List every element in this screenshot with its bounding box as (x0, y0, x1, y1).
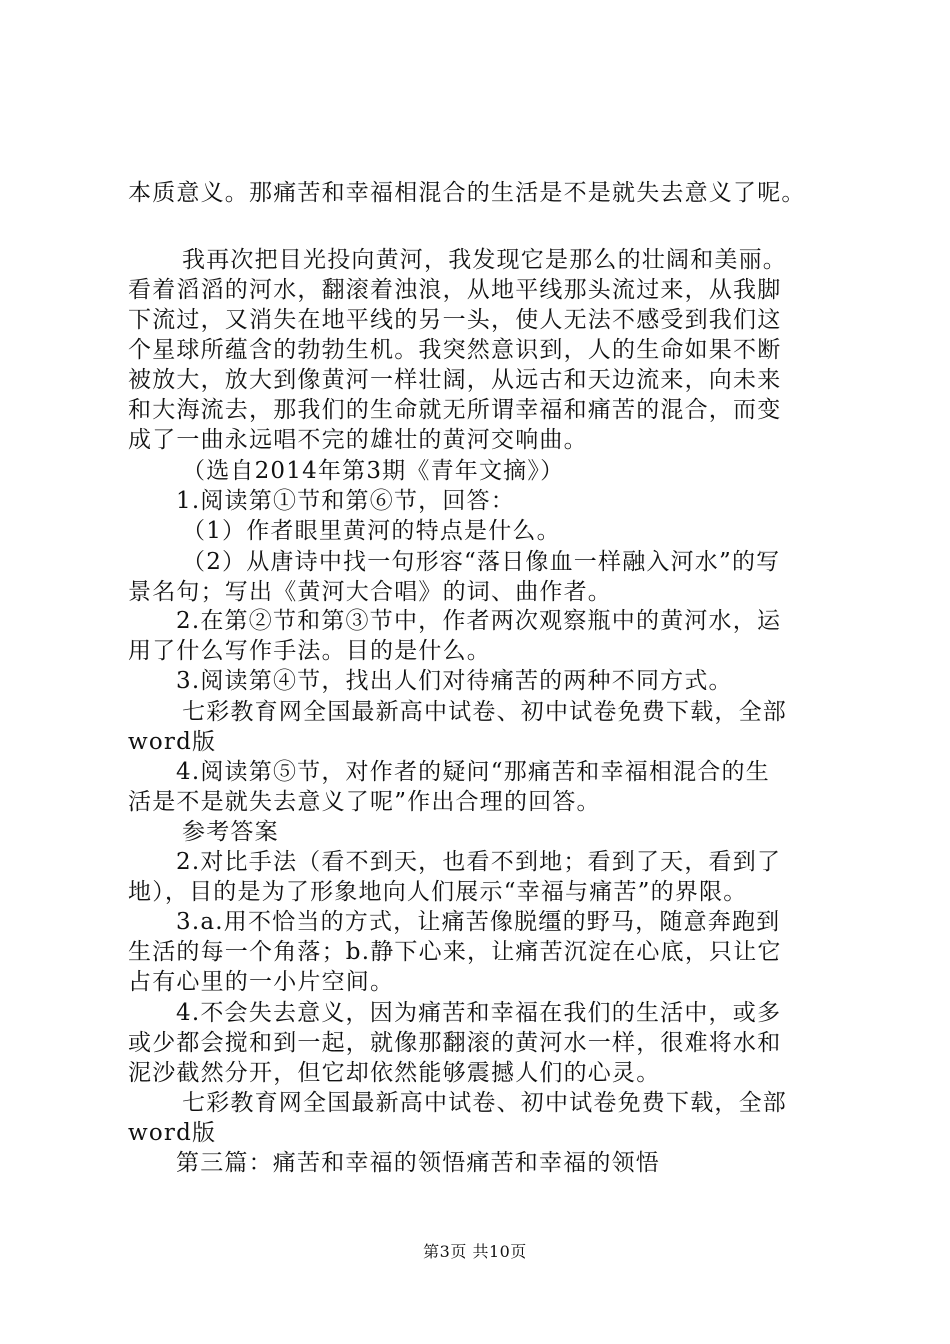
question-1-part-2: （2）从唐诗中找一句形容“落日像血一样融入河水”的写 (182, 549, 781, 575)
site-notice-cont: word版 (128, 1120, 217, 1146)
question-1-part-2-cont: 景名句；写出《黄河大合唱》的词、曲作者。 (128, 579, 612, 605)
site-notice-cont: word版 (128, 729, 217, 755)
answer-2-cont: 地），目的是为了形象地向人们展示“幸福与痛苦”的界限。 (128, 879, 748, 905)
source-citation: （选自2014年第3期《青年文摘》） (182, 458, 565, 484)
question-2-cont: 用了什么写作手法。目的是什么。 (128, 638, 491, 664)
paragraph-line: 下流过，又消失在地平线的另一头，使人无法不感受到我们这 (128, 307, 782, 333)
question-2: 2.在第②节和第③节中，作者两次观察瓶中的黄河水，运 (176, 608, 782, 634)
paragraph-line: 被放大，放大到像黄河一样壮阔，从远古和天边流来，向未来 (128, 367, 782, 393)
question-4-cont: 活是不是就失去意义了呢”作出合理的回答。 (128, 789, 601, 815)
question-1-part-1: （1）作者眼里黄河的特点是什么。 (182, 518, 561, 544)
text-line: 本质意义。那痛苦和幸福相混合的生活是不是就失去意义了呢。 (128, 180, 806, 206)
paragraph-line: 我再次把目光投向黄河，我发现它是那么的壮阔和美丽。 (182, 247, 787, 273)
answer-4-cont: 泥沙截然分开，但它却依然能够震撼人们的心灵。 (128, 1060, 661, 1086)
paragraph-line: 成了一曲永远唱不完的雄壮的黄河交响曲。 (128, 427, 588, 453)
paragraph-line: 和大海流去，那我们的生命就无所谓幸福和痛苦的混合，而变 (128, 397, 782, 423)
site-notice: 七彩教育网全国最新高中试卷、初中试卷免费下载，全部 (182, 699, 787, 725)
question-4: 4.阅读第⑤节，对作者的疑问“那痛苦和幸福相混合的生 (176, 759, 770, 785)
answer-2: 2.对比手法（看不到天，也看不到地；看到了天，看到了 (176, 849, 782, 875)
answers-heading: 参考答案 (182, 819, 279, 845)
site-notice: 七彩教育网全国最新高中试卷、初中试卷免费下载，全部 (182, 1090, 787, 1116)
paragraph-line: 个星球所蕴含的勃勃生机。我突然意识到，人的生命如果不断 (128, 337, 782, 363)
answer-3: 3.a.用不恰当的方式，让痛苦像脱缰的野马，随意奔跑到 (176, 909, 781, 935)
page-number-footer: 第3页 共10页 (423, 1242, 527, 1261)
question-3: 3.阅读第④节，找出人们对待痛苦的两种不同方式。 (176, 668, 733, 694)
question-1: 1.阅读第①节和第⑥节，回答： (176, 488, 515, 514)
answer-4-cont: 或少都会搅和到一起，就像那翻滚的黄河水一样，很难将水和 (128, 1030, 782, 1056)
answer-3-cont: 占有心里的一小片空间。 (128, 969, 395, 995)
answer-3-cont: 生活的每一个角落；b.静下心来，让痛苦沉淀在心底，只让它 (128, 939, 782, 965)
paragraph-line: 看着滔滔的河水，翻滚着浊浪，从地平线那头流过来，从我脚 (128, 277, 782, 303)
answer-4: 4.不会失去意义，因为痛苦和幸福在我们的生活中，或多 (176, 1000, 782, 1026)
section-heading: 第三篇：痛苦和幸福的领悟痛苦和幸福的领悟 (176, 1150, 660, 1176)
